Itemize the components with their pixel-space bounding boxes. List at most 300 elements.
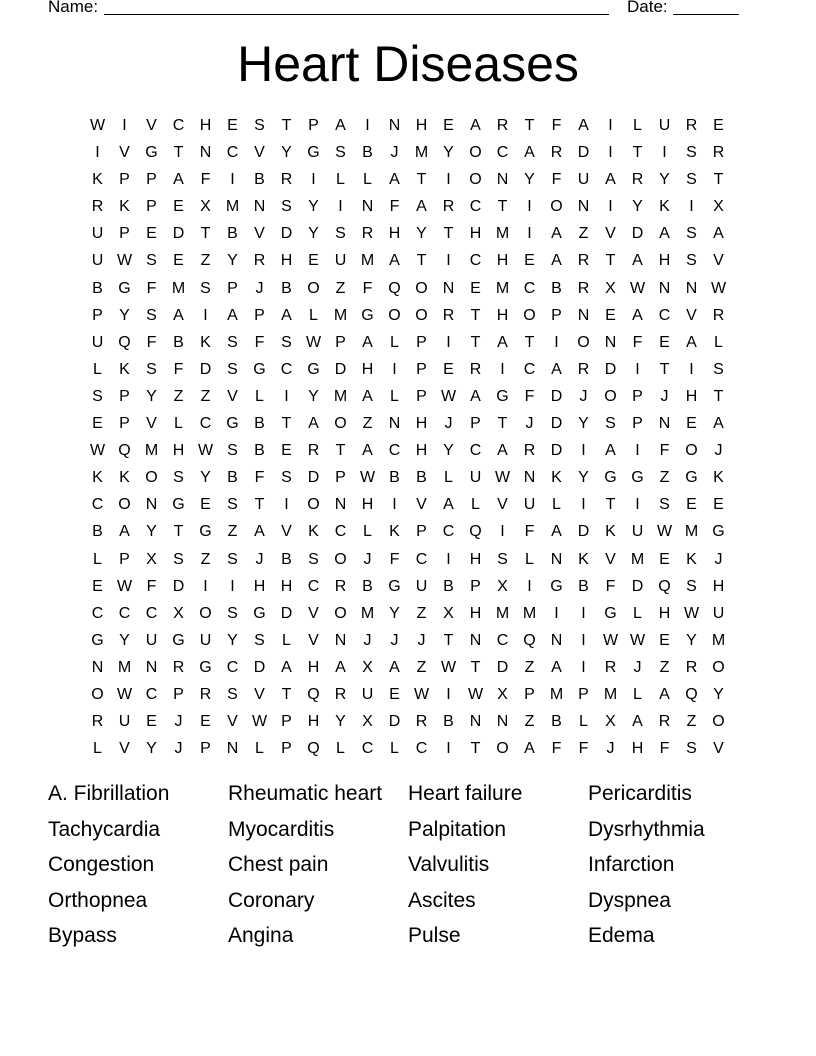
grid-letter: C: [523, 279, 536, 297]
grid-letter: J: [174, 713, 183, 731]
grid-letter: T: [281, 415, 292, 433]
grid-letter: K: [605, 523, 616, 541]
grid-letter: I: [392, 360, 397, 378]
grid-letter: N: [145, 496, 158, 514]
grid-letter: P: [281, 713, 292, 731]
grid-letter: F: [551, 740, 562, 758]
word-list-item: Edema: [588, 924, 655, 948]
grid-letter: N: [577, 198, 590, 216]
grid-letter: K: [659, 198, 670, 216]
grid-letter: L: [525, 550, 534, 568]
grid-letter: U: [334, 252, 347, 270]
grid-letter: G: [118, 279, 131, 297]
grid-letter: U: [91, 333, 104, 351]
grid-letter: H: [280, 577, 293, 595]
word-list-item: Bypass: [48, 924, 117, 948]
grid-letter: Q: [307, 685, 320, 703]
grid-letter: R: [334, 685, 347, 703]
grid-letter: V: [605, 550, 616, 568]
grid-letter: I: [527, 225, 532, 243]
grid-letter: B: [362, 144, 373, 162]
grid-letter: L: [93, 550, 102, 568]
grid-letter: I: [581, 631, 586, 649]
grid-letter: C: [496, 631, 509, 649]
grid-letter: Y: [578, 415, 589, 433]
grid-letter: O: [523, 306, 536, 324]
grid-letter: C: [226, 658, 239, 676]
grid-letter: D: [550, 387, 563, 405]
grid-letter: Y: [632, 198, 643, 216]
grid-letter: F: [173, 360, 184, 378]
grid-letter: S: [686, 577, 697, 595]
grid-letter: N: [523, 469, 536, 487]
grid-letter: C: [496, 144, 509, 162]
grid-letter: F: [146, 279, 157, 297]
grid-letter: I: [311, 171, 316, 189]
grid-letter: G: [307, 144, 320, 162]
grid-letter: Y: [281, 144, 292, 162]
grid-letter: L: [552, 496, 561, 514]
grid-letter: N: [91, 658, 104, 676]
grid-letter: V: [497, 496, 508, 514]
grid-letter: P: [335, 333, 346, 351]
grid-letter: S: [497, 550, 508, 568]
grid-letter: E: [686, 415, 697, 433]
grid-letter: G: [199, 523, 212, 541]
grid-letter: U: [577, 171, 590, 189]
grid-letter: S: [686, 225, 697, 243]
grid-letter: I: [689, 198, 694, 216]
grid-letter: S: [173, 550, 184, 568]
grid-letter: V: [308, 604, 319, 622]
grid-letter: I: [446, 685, 451, 703]
grid-letter: E: [713, 117, 724, 134]
grid-letter: E: [443, 360, 454, 378]
grid-letter: M: [171, 279, 186, 297]
grid-letter: S: [146, 306, 157, 324]
grid-letter: O: [307, 496, 320, 514]
grid-letter: S: [335, 144, 346, 162]
grid-letter: I: [608, 117, 613, 134]
grid-letter: R: [712, 306, 725, 324]
grid-letter: U: [469, 469, 482, 487]
grid-letter: K: [200, 333, 211, 351]
grid-letter: M: [603, 685, 618, 703]
grid-letter: W: [305, 333, 322, 351]
grid-letter: O: [307, 279, 320, 297]
grid-letter: C: [334, 523, 347, 541]
grid-letter: C: [361, 740, 374, 758]
grid-letter: L: [93, 360, 102, 378]
grid-letter: T: [173, 523, 184, 541]
grid-letter: P: [524, 685, 535, 703]
grid-letter: B: [92, 279, 103, 297]
grid-letter: R: [550, 144, 563, 162]
grid-letter: C: [145, 604, 158, 622]
grid-letter: C: [199, 415, 212, 433]
grid-letter: G: [496, 387, 509, 405]
grid-letter: X: [497, 577, 508, 595]
grid-letter: D: [550, 415, 563, 433]
grid-letter: M: [549, 685, 564, 703]
grid-letter: A: [659, 225, 670, 243]
header: [0, 0, 816, 19]
grid-letter: Y: [119, 631, 130, 649]
grid-letter: N: [577, 306, 590, 324]
grid-letter: L: [390, 333, 399, 351]
grid-letter: C: [118, 604, 131, 622]
grid-letter: I: [365, 117, 370, 134]
grid-letter: O: [334, 604, 347, 622]
grid-letter: A: [713, 415, 724, 433]
grid-letter: A: [362, 387, 373, 405]
grid-letter: N: [604, 333, 617, 351]
grid-letter: O: [415, 306, 428, 324]
grid-letter: K: [389, 523, 400, 541]
grid-letter: A: [632, 713, 643, 731]
grid-letter: O: [91, 685, 104, 703]
grid-letter: P: [632, 415, 643, 433]
grid-letter: B: [92, 523, 103, 541]
grid-letter: R: [334, 577, 347, 595]
grid-letter: P: [470, 577, 481, 595]
grid-letter: A: [605, 171, 616, 189]
grid-letter: B: [227, 225, 238, 243]
grid-letter: C: [415, 550, 428, 568]
grid-letter: P: [119, 550, 130, 568]
grid-letter: J: [390, 144, 399, 162]
grid-letter: X: [497, 685, 508, 703]
grid-letter: N: [550, 631, 563, 649]
grid-letter: D: [253, 658, 266, 676]
grid-letter: A: [551, 225, 562, 243]
grid-letter: I: [500, 523, 505, 541]
grid-letter: D: [604, 360, 617, 378]
grid-letter: G: [199, 658, 212, 676]
grid-letter: F: [551, 171, 562, 189]
grid-letter: F: [200, 171, 211, 189]
grid-letter: O: [496, 740, 509, 758]
grid-letter: F: [605, 577, 616, 595]
grid-letter: O: [577, 333, 590, 351]
grid-letter: A: [497, 333, 508, 351]
word-list-item: Orthopnea: [48, 888, 148, 912]
grid-letter: C: [442, 523, 455, 541]
date-blank-line: [673, 0, 739, 15]
grid-letter: W: [116, 685, 133, 703]
grid-letter: W: [494, 469, 511, 487]
grid-letter: C: [307, 577, 320, 595]
grid-letter: P: [416, 523, 427, 541]
grid-letter: R: [685, 117, 698, 134]
grid-letter: Y: [146, 740, 157, 758]
grid-letter: H: [280, 252, 293, 270]
grid-letter: X: [362, 658, 373, 676]
grid-letter: E: [524, 252, 535, 270]
grid-letter: H: [361, 360, 374, 378]
grid-letter: F: [659, 442, 670, 460]
grid-letter: G: [361, 306, 374, 324]
grid-letter: Y: [335, 713, 346, 731]
grid-letter: E: [659, 333, 670, 351]
grid-letter: Y: [578, 469, 589, 487]
grid-letter: L: [633, 117, 642, 134]
grid-letter: U: [145, 631, 158, 649]
grid-letter: T: [605, 496, 616, 514]
grid-letter: C: [91, 496, 104, 514]
grid-letter: W: [467, 685, 484, 703]
grid-letter: A: [119, 523, 130, 541]
grid-letter: M: [711, 631, 726, 649]
grid-letter: J: [444, 415, 453, 433]
grid-letter: U: [361, 685, 374, 703]
word-list-item: Infarction: [588, 853, 675, 877]
grid-letter: R: [658, 713, 671, 731]
grid-letter: Q: [469, 523, 482, 541]
grid-letter: I: [554, 333, 559, 351]
grid-letter: V: [713, 252, 724, 270]
grid-letter: I: [527, 198, 532, 216]
grid-letter: T: [713, 387, 724, 405]
grid-letter: E: [605, 306, 616, 324]
grid-letter: N: [469, 713, 482, 731]
grid-letter: D: [496, 658, 509, 676]
grid-letter: P: [308, 117, 319, 134]
grid-letter: U: [523, 496, 536, 514]
grid-letter: S: [605, 415, 616, 433]
grid-letter: A: [470, 387, 481, 405]
grid-letter: M: [225, 198, 240, 216]
grid-letter: S: [281, 469, 292, 487]
name-label: Name:: [48, 0, 99, 16]
grid-letter: V: [146, 415, 157, 433]
grid-letter: G: [172, 496, 185, 514]
grid-letter: V: [605, 225, 616, 243]
grid-letter: T: [281, 117, 292, 134]
grid-letter: T: [254, 496, 265, 514]
grid-letter: I: [446, 740, 451, 758]
grid-letter: J: [714, 442, 723, 460]
grid-letter: V: [416, 496, 427, 514]
grid-letter: Y: [443, 442, 454, 460]
grid-letter: V: [119, 740, 130, 758]
word-list-item: Pulse: [408, 924, 461, 948]
grid-letter: X: [362, 713, 373, 731]
grid-letter: S: [281, 333, 292, 351]
grid-letter: N: [685, 279, 698, 297]
grid-letter: A: [578, 117, 589, 134]
grid-letter: I: [95, 144, 100, 162]
grid-letter: N: [388, 117, 401, 134]
grid-letter: T: [605, 252, 616, 270]
grid-letter: E: [470, 279, 481, 297]
grid-letter: B: [443, 713, 454, 731]
grid-letter: W: [413, 685, 430, 703]
grid-letter: A: [389, 658, 400, 676]
grid-letter: X: [713, 198, 724, 216]
grid-letter: A: [335, 658, 346, 676]
grid-letter: M: [360, 604, 375, 622]
grid-letter: Q: [658, 577, 671, 595]
grid-letter: R: [604, 658, 617, 676]
grid-letter: M: [117, 658, 132, 676]
word-list-item: Congestion: [48, 853, 155, 877]
grid-letter: Z: [362, 415, 373, 433]
grid-letter: G: [145, 144, 158, 162]
grid-letter: W: [197, 442, 214, 460]
grid-letter: X: [146, 550, 157, 568]
name-blank-line: [104, 0, 609, 15]
grid-letter: K: [92, 469, 103, 487]
grid-letter: O: [388, 306, 401, 324]
grid-letter: B: [416, 469, 427, 487]
grid-letter: H: [712, 577, 725, 595]
grid-letter: C: [415, 740, 428, 758]
grid-letter: G: [631, 469, 644, 487]
grid-letter: D: [307, 469, 320, 487]
grid-letter: N: [334, 496, 347, 514]
grid-letter: L: [336, 740, 345, 758]
grid-letter: T: [470, 740, 481, 758]
grid-letter: Q: [118, 333, 131, 351]
grid-letter: I: [581, 496, 586, 514]
grid-letter: Y: [119, 306, 130, 324]
grid-letter: V: [227, 713, 238, 731]
word-list-item: Dyspnea: [588, 888, 671, 912]
grid-letter: I: [635, 442, 640, 460]
grid-letter: I: [500, 360, 505, 378]
grid-letter: G: [604, 469, 617, 487]
grid-letter: R: [712, 144, 725, 162]
grid-letter: A: [551, 360, 562, 378]
grid-letter: T: [416, 171, 427, 189]
grid-letter: I: [581, 658, 586, 676]
grid-letter: D: [577, 523, 590, 541]
grid-letter: T: [524, 117, 535, 134]
grid-letter: O: [334, 550, 347, 568]
grid-letter: K: [308, 523, 319, 541]
grid-letter: H: [199, 117, 212, 134]
grid-letter: H: [496, 306, 509, 324]
word-list-item: Coronary: [228, 888, 315, 912]
grid-letter: E: [92, 577, 103, 595]
grid-letter: R: [577, 252, 590, 270]
grid-letter: R: [577, 279, 590, 297]
grid-letter: B: [254, 442, 265, 460]
grid-letter: E: [200, 713, 211, 731]
grid-letter: W: [116, 252, 133, 270]
grid-letter: S: [254, 117, 265, 134]
grid-letter: E: [686, 496, 697, 514]
grid-letter: N: [361, 198, 374, 216]
grid-letter: M: [144, 442, 159, 460]
grid-letter: I: [527, 577, 532, 595]
grid-letter: I: [230, 171, 235, 189]
grid-letter: R: [253, 252, 266, 270]
grid-letter: A: [497, 442, 508, 460]
grid-letter: J: [633, 658, 642, 676]
grid-letter: E: [713, 496, 724, 514]
grid-letter: Y: [308, 198, 319, 216]
grid-letter: E: [659, 631, 670, 649]
grid-letter: A: [632, 306, 643, 324]
grid-letter: E: [389, 685, 400, 703]
grid-letter: R: [307, 442, 320, 460]
word-list-item: Dysrhythmia: [588, 817, 705, 841]
grid-letter: S: [335, 225, 346, 243]
grid-letter: I: [284, 387, 289, 405]
grid-letter: Y: [443, 144, 454, 162]
grid-letter: J: [525, 415, 534, 433]
grid-letter: L: [174, 415, 183, 433]
grid-letter: H: [685, 387, 698, 405]
grid-letter: E: [308, 252, 319, 270]
grid-letter: L: [390, 740, 399, 758]
grid-letter: O: [334, 415, 347, 433]
grid-letter: R: [496, 117, 509, 134]
grid-letter: P: [92, 306, 103, 324]
grid-letter: D: [172, 225, 185, 243]
grid-letter: R: [442, 306, 455, 324]
grid-letter: Q: [307, 740, 320, 758]
grid-letter: Y: [308, 225, 319, 243]
grid-letter: I: [635, 360, 640, 378]
grid-letter: C: [172, 117, 185, 134]
grid-letter: I: [446, 333, 451, 351]
grid-letter: L: [255, 387, 264, 405]
grid-letter: V: [713, 740, 724, 758]
grid-letter: H: [415, 442, 428, 460]
grid-letter: A: [686, 333, 697, 351]
grid-letter: J: [174, 740, 183, 758]
grid-letter: H: [469, 225, 482, 243]
grid-letter: B: [281, 279, 292, 297]
grid-letter: S: [713, 360, 724, 378]
grid-letter: A: [605, 442, 616, 460]
grid-letter: V: [254, 685, 265, 703]
word-list-item: Palpitation: [408, 817, 507, 841]
grid-letter: S: [227, 360, 238, 378]
grid-letter: J: [363, 631, 372, 649]
grid-letter: Y: [659, 171, 670, 189]
grid-letter: L: [633, 604, 642, 622]
grid-letter: A: [227, 306, 238, 324]
grid-letter: A: [524, 144, 535, 162]
grid-letter: C: [658, 306, 671, 324]
grid-letter: H: [469, 604, 482, 622]
grid-letter: M: [495, 225, 510, 243]
grid-letter: S: [146, 360, 157, 378]
grid-letter: A: [173, 171, 184, 189]
grid-letter: L: [255, 740, 264, 758]
grid-letter: R: [91, 713, 104, 731]
grid-letter: Z: [416, 604, 427, 622]
grid-letter: R: [577, 360, 590, 378]
grid-letter: D: [280, 604, 293, 622]
grid-letter: G: [253, 360, 266, 378]
grid-letter: I: [689, 360, 694, 378]
grid-letter: W: [656, 523, 673, 541]
grid-letter: H: [415, 117, 428, 134]
grid-letter: Y: [227, 252, 238, 270]
grid-letter: S: [686, 171, 697, 189]
grid-letter: A: [389, 252, 400, 270]
grid-letter: Y: [686, 631, 697, 649]
grid-letter: G: [712, 523, 725, 541]
grid-letter: O: [415, 279, 428, 297]
grid-letter: F: [632, 333, 643, 351]
grid-letter: G: [226, 415, 239, 433]
